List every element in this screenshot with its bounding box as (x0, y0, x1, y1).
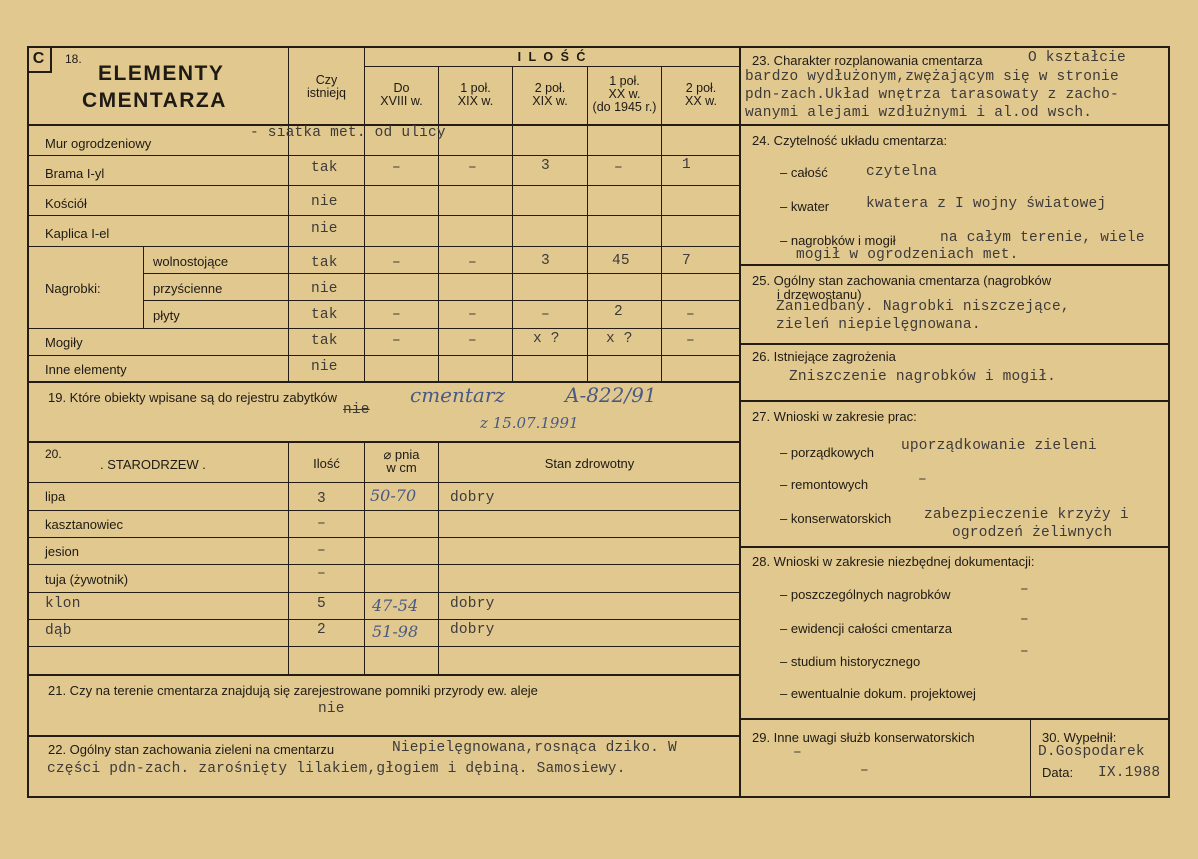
frame-top (27, 46, 1170, 48)
s27-kons-label: – konserwatorskich (780, 511, 892, 526)
cell-wolno-p4: 7 (682, 253, 691, 269)
cell-plyty-p2: – (541, 307, 550, 323)
s27-porz-value: uporządkowanie zieleni (901, 438, 1097, 454)
row-label-mogily: Mogiły (45, 335, 83, 350)
tree-ilosc: – (317, 566, 326, 582)
s30-date: IX.1988 (1098, 765, 1161, 781)
s20-col (438, 441, 439, 675)
cell-mogily-p2: x ? (533, 331, 560, 347)
tree-name: kasztanowiec (45, 517, 124, 532)
tree-name: klon (45, 596, 81, 612)
s22-value-2: części pdn-zach. zarośnięty lilakiem,głogiem i dębiną. Samosiewy. (47, 761, 626, 777)
s23-label: 23. Charakter rozplanowania cmentarza (752, 53, 983, 68)
exists-wolnostojace: tak (311, 255, 338, 271)
frame-left (27, 46, 29, 798)
mur-note: - siatka met. od ulicy (250, 125, 446, 141)
row-label-kosciol: Kościół (45, 196, 87, 211)
col-header-period: 2 poł. XIX w. (532, 81, 568, 108)
s27-label: 27. Wnioski w zakresie prac: (752, 409, 917, 424)
exists-inne: nie (311, 359, 338, 375)
cell-plyty-p4: – (686, 307, 695, 323)
s25-value-2: zieleń niepielęgnowana. (776, 317, 981, 333)
row-line (143, 300, 740, 301)
row-line (27, 185, 740, 186)
s28-item-value: – (1020, 644, 1029, 660)
s25-label-2: i drzewostanu) (777, 287, 862, 302)
tree-pnia: 50-70 (370, 486, 417, 505)
tree-ilosc: – (317, 543, 326, 559)
s26-label: 26. Istniejące zagrożenia (752, 349, 896, 364)
cell-mogily-p1: – (468, 333, 477, 349)
s28-bottom (739, 718, 1170, 720)
cell-brama-p1: – (468, 160, 477, 176)
s24-nagr-label: – nagrobków i mogił (780, 233, 896, 248)
frame-middle (739, 46, 741, 798)
row-label-nagrobki: Nagrobki: (45, 281, 101, 296)
s24-calosc-label: – całość (780, 165, 828, 180)
s24-bottom (739, 264, 1170, 266)
s21-label: 21. Czy na terenie cmentarza znajdują się zarejestrowane pomniki przyrody ew. aleje (48, 683, 538, 698)
cell-brama-p2: 3 (541, 158, 550, 174)
s21-value: nie (318, 701, 345, 717)
s30-date-label: Data: (1042, 765, 1074, 780)
col-header-period: Do XVIII w. (380, 81, 423, 108)
col-line (512, 66, 513, 382)
s23-line-4: wanymi alejami wzdłużnymi i al.od wsch. (745, 105, 1093, 121)
s24-nagr-value-1: na całym terenie, wiele (940, 230, 1145, 246)
s22-value-1: Niepielęgnowana,rosnąca dziko. W (392, 740, 677, 756)
exists-brama: tak (311, 160, 338, 176)
s28-item-label: – poszczególnych nagrobków (780, 587, 951, 602)
s20-row (27, 592, 740, 593)
nagrobki-sub-line (143, 246, 144, 328)
cell-plyty-p1: – (468, 307, 477, 323)
s28-item-label: – ewidencji całości cmentarza (780, 621, 952, 636)
s18-number: 18. (65, 52, 82, 66)
tree-stan: dobry (450, 622, 495, 638)
s20-bottom (27, 674, 740, 676)
s28-item-value: – (1020, 612, 1029, 628)
cell-plyty-p0: – (392, 307, 401, 323)
col-header-period: 1 poł. XX w. (do 1945 r.) (592, 74, 657, 114)
col-header-period: 1 poł. XIX w. (457, 81, 494, 108)
tree-name: lipa (45, 489, 66, 504)
s23-line-2: bardzo wydłużonym,zwężającym się w stronie (745, 69, 1119, 85)
s18-title-2: CMENTARZA (82, 89, 227, 112)
tree-ilosc: – (317, 516, 326, 532)
tree-name: dąb (45, 623, 72, 639)
exists-przyscienne: nie (311, 281, 338, 297)
row-line (27, 215, 740, 216)
s26-value: Zniszczenie nagrobków i mogił. (789, 369, 1057, 385)
s19-hw-date: z 15.07.1991 (480, 414, 579, 432)
ilosc-header: I L O Ś Ć (517, 50, 588, 64)
s25-bottom (739, 343, 1170, 345)
frame-bottom (27, 796, 1170, 798)
col-header-exists: Czy istniejq (307, 73, 346, 100)
tree-ilosc: 2 (317, 622, 326, 638)
cell-brama-p3: – (614, 160, 623, 176)
exists-mogily: tak (311, 333, 338, 349)
s29-value-2: – (860, 763, 869, 779)
row-line (27, 328, 740, 329)
row-label-brama: Brama I-yl (45, 166, 105, 181)
tree-stan: dobry (450, 490, 495, 506)
s20-header-bottom (27, 482, 740, 483)
tree-pnia: 51-98 (372, 622, 419, 641)
s30-label: 30. Wypełnił: (1042, 730, 1117, 745)
cell-wolno-p1: – (468, 255, 477, 271)
s27-kons-value-2: ogrodzeń żeliwnych (952, 525, 1113, 541)
s20-row (27, 619, 740, 620)
s18-title-1: ELEMENTY (98, 62, 225, 85)
col-line (438, 66, 439, 382)
row-label-kaplica: Kaplica I-el (45, 226, 110, 241)
row-line (27, 246, 740, 247)
row-line (27, 155, 740, 156)
s24-kwater-label: – kwater (780, 199, 830, 214)
s20-row (27, 646, 740, 647)
ilosc-under (364, 66, 740, 67)
row-line (27, 355, 740, 356)
row-label-plyty: płyty (153, 308, 180, 323)
col-line (661, 66, 662, 382)
exists-kosciol: nie (311, 194, 338, 210)
s27-bottom (739, 546, 1170, 548)
s30-left (1030, 718, 1031, 798)
exists-plyty: tak (311, 307, 338, 323)
s19-hw-register: A-822/91 (565, 383, 657, 407)
s20-col-pnia: ⌀ pnia w cm (383, 447, 420, 475)
s22-label: 22. Ogólny stan zachowania zieleni na cmentarzu (48, 742, 335, 757)
tree-pnia: 47-54 (372, 596, 419, 615)
tree-ilosc: 3 (317, 491, 326, 507)
s20-col (288, 441, 289, 675)
cell-brama-p0: – (392, 160, 401, 176)
s20-row (27, 564, 740, 565)
tree-stan: dobry (450, 596, 495, 612)
s28-label: 28. Wnioski w zakresie niezbędnej dokumentacji: (752, 554, 1035, 569)
cell-wolno-p0: – (392, 255, 401, 271)
s19-typed-nie: nie (343, 402, 370, 418)
cell-wolno-p3: 45 (612, 253, 630, 269)
s27-porz-label: – porządkowych (780, 445, 874, 460)
s24-nagr-value-2: mogił w ogrodzeniach met. (796, 247, 1019, 263)
row-line (143, 273, 740, 274)
s19-hw-cmentarz: cmentarz (410, 383, 505, 407)
cell-mogily-p4: – (686, 333, 695, 349)
s20-col-stan: Stan zdrowotny (544, 456, 635, 471)
s28-item-label: – ewentualnie dokum. projektowej (780, 686, 976, 701)
card-letter-box: C (27, 46, 52, 73)
cell-brama-p4: 1 (682, 157, 691, 173)
cell-plyty-p3: 2 (614, 304, 623, 320)
tree-name: jesion (45, 544, 79, 559)
cell-mogily-p0: – (392, 333, 401, 349)
s23-line-1: O kształcie (1028, 50, 1126, 66)
s29-label: 29. Inne uwagi służb konserwatorskich (752, 730, 975, 745)
tree-ilosc: 5 (317, 596, 326, 612)
s26-bottom (739, 400, 1170, 402)
s20-col (364, 441, 365, 675)
tree-name: tuja (żywotnik) (45, 572, 129, 587)
col-header-period: 2 poł. XX w. (685, 81, 717, 108)
s30-name: D.Gospodarek (1038, 744, 1145, 760)
s27-rem-label: – remontowych (780, 477, 869, 492)
s20-row (27, 537, 740, 538)
exists-kaplica: nie (311, 221, 338, 237)
s21-bottom (27, 735, 740, 737)
s24-label: 24. Czytelność układu cmentarza: (752, 133, 948, 148)
row-label-wolnostojace: wolnostojące (153, 254, 229, 269)
s27-kons-value-1: zabezpieczenie krzyży i (924, 507, 1129, 523)
s27-rem-value: – (918, 472, 927, 488)
s25-label-1: 25. Ogólny stan zachowania cmentarza (nagrobków (752, 273, 1052, 288)
row-label-mur: Mur ogrodzeniowy (45, 136, 152, 151)
s20-title: . STARODRZEW . (100, 457, 206, 472)
row-label-przyscienne: przyścienne (153, 281, 223, 296)
s29-value-1: – (793, 745, 802, 761)
s24-kwater-value: kwatera z I wojny światowej (866, 196, 1107, 212)
s19-label: 19. Które obiekty wpisane są do rejestru zabytków (48, 390, 338, 405)
s20-row (27, 510, 740, 511)
s28-item-label: – studium historycznego (780, 654, 921, 669)
s20-col-ilosc: Ilość (313, 456, 340, 471)
s24-calosc-value: czytelna (866, 164, 938, 180)
cell-mogily-p3: x ? (606, 331, 633, 347)
s19-bottom (27, 441, 740, 443)
row-label-inne: Inne elementy (45, 362, 127, 377)
s28-item-value: – (1020, 582, 1029, 598)
frame-right (1168, 46, 1170, 798)
s23-bottom (739, 124, 1170, 126)
s20-number: 20. (45, 447, 62, 461)
s23-line-3: pdn-zach.Układ wnętrza tarasowaty z zacho- (745, 87, 1119, 103)
s25-value-1: Zaniedbany. Nagrobki niszczejące, (776, 299, 1070, 315)
cell-wolno-p2: 3 (541, 253, 550, 269)
